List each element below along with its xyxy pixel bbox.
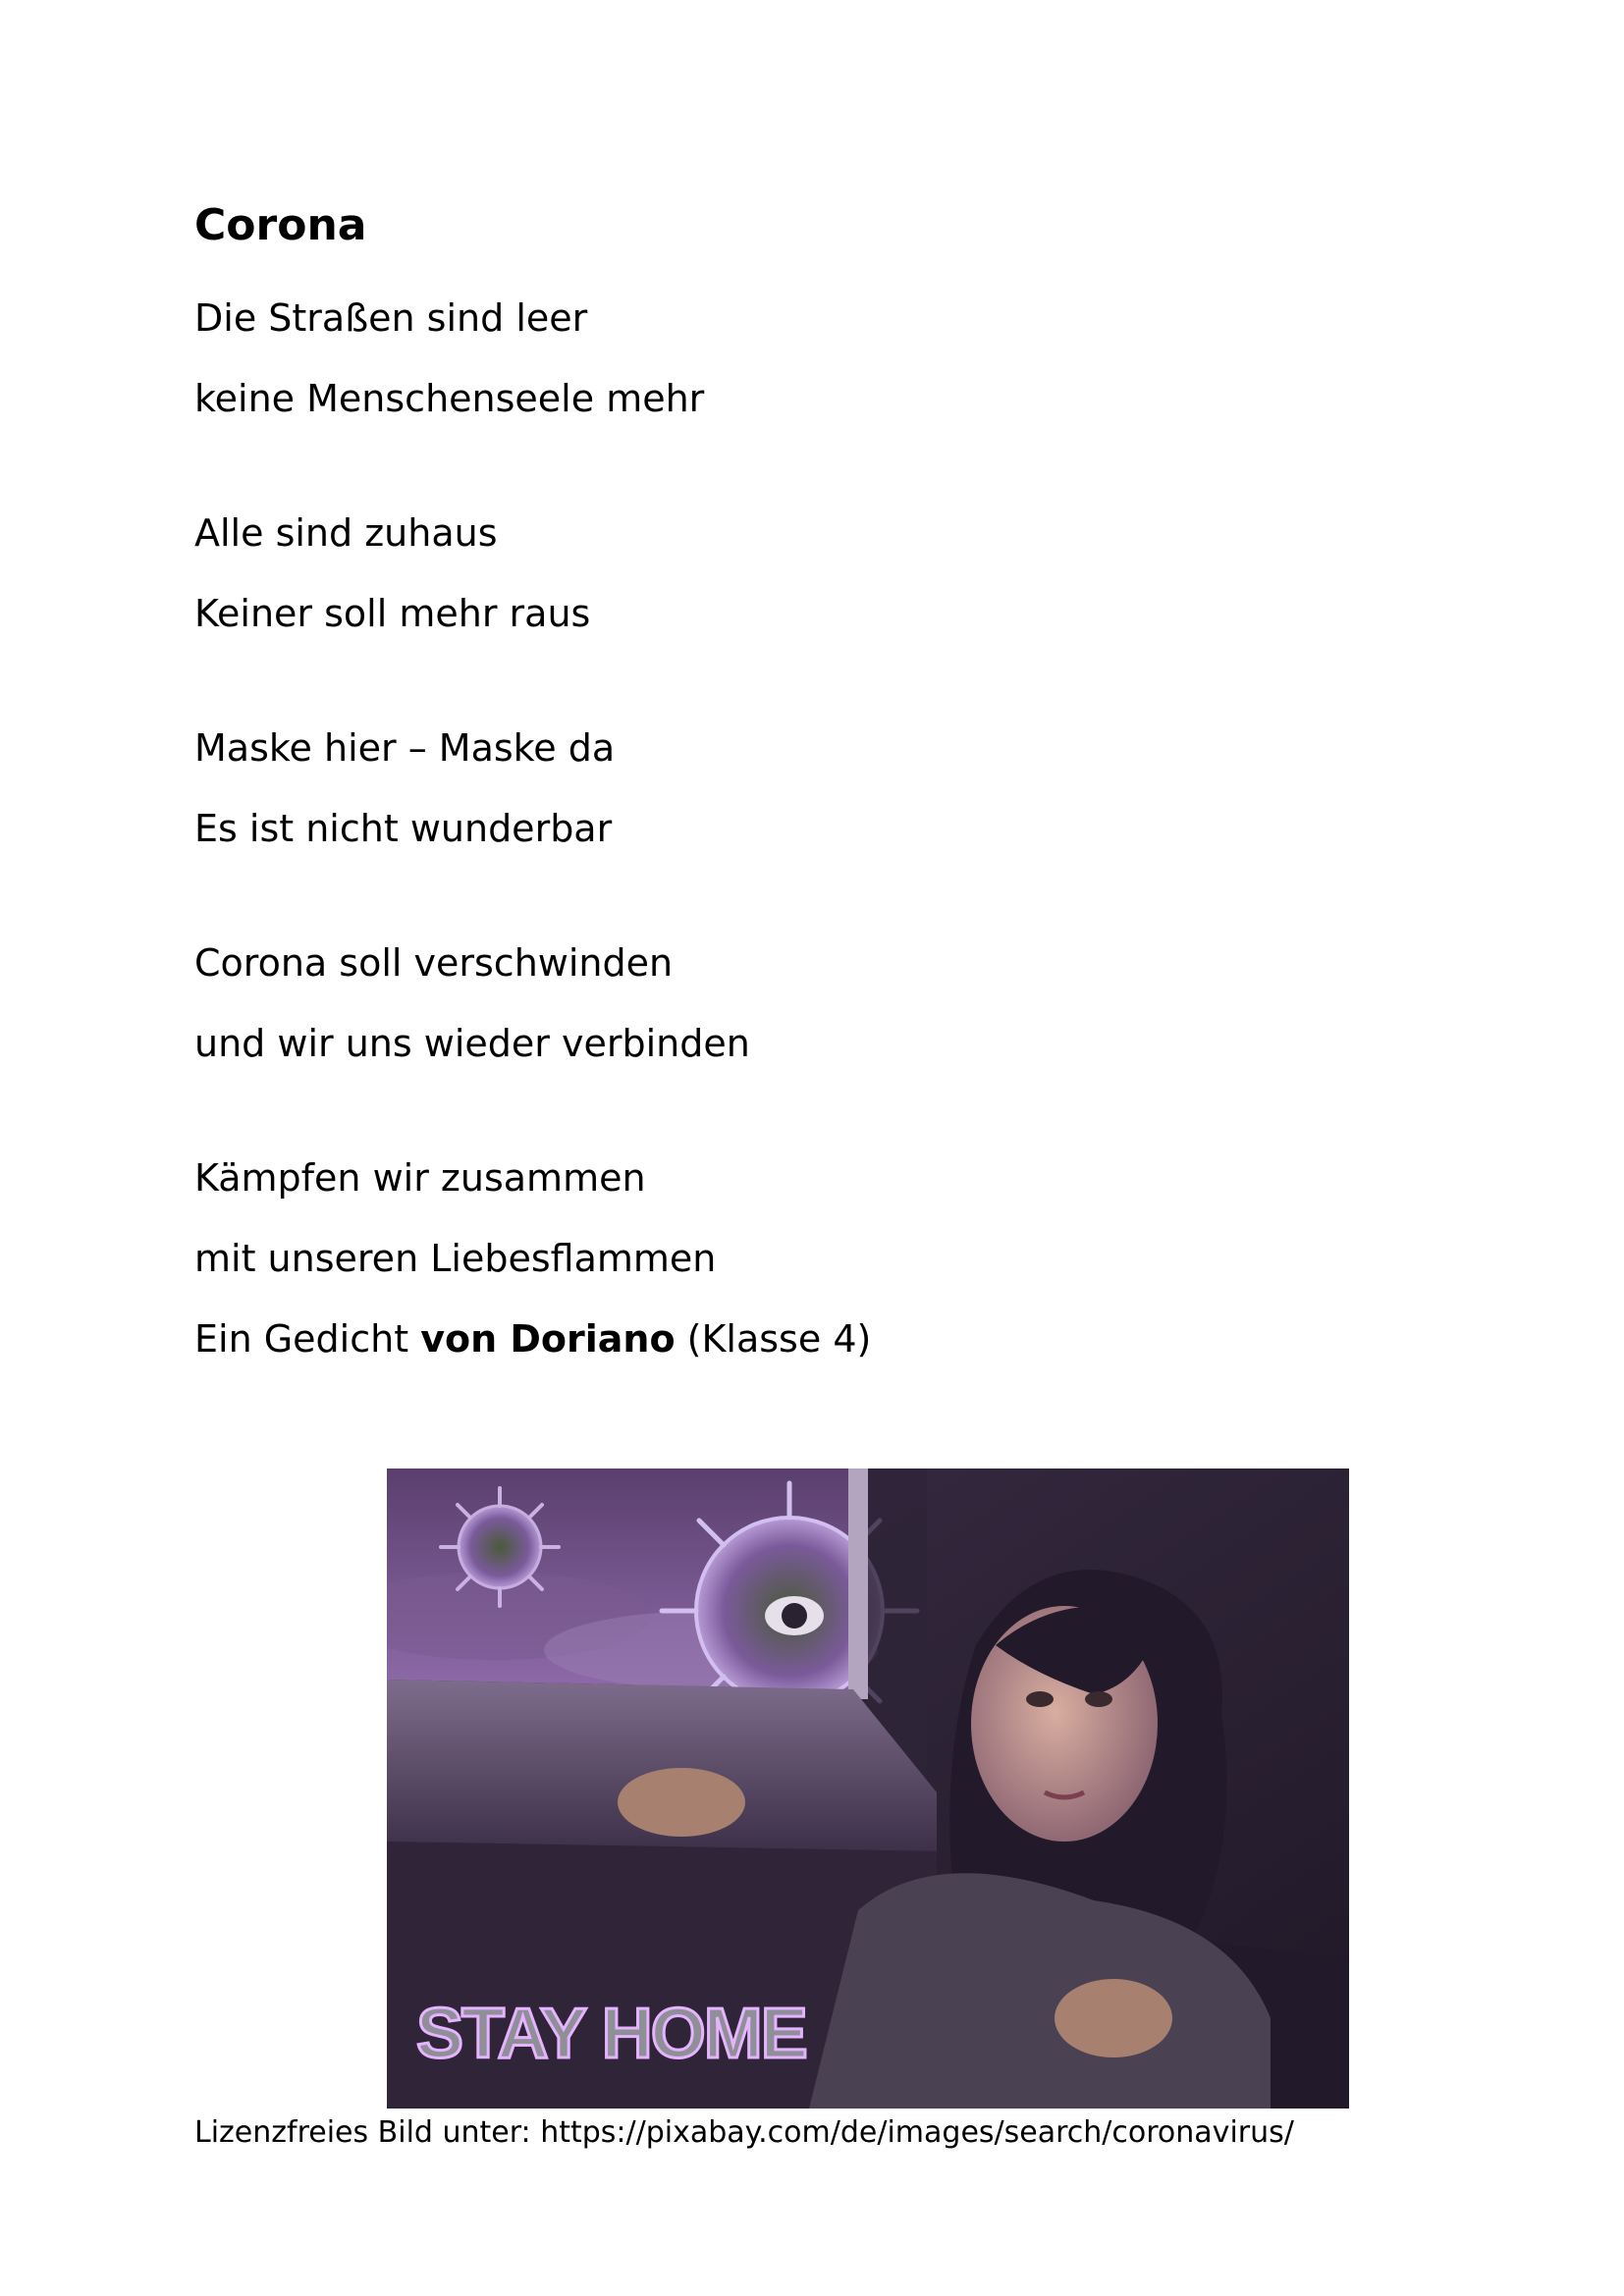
image-caption: Lizenzfreies Bild unter: https://pixabay.com/de/images/search/coronavirus/ — [194, 2115, 1294, 2150]
stay-home-text: STAY HOME — [416, 1995, 806, 2073]
poem-line: Keiner soll mehr raus — [194, 592, 591, 635]
poem-line: keine Menschenseele mehr — [194, 377, 705, 420]
poem-line: Alle sind zuhaus — [194, 511, 498, 555]
byline-prefix: Ein Gedicht — [194, 1317, 421, 1361]
poem-title: Corona — [194, 200, 367, 250]
byline-author: von Doriano — [420, 1317, 676, 1361]
virus-icon — [441, 1488, 559, 1606]
byline-suffix: (Klasse 4) — [675, 1317, 872, 1361]
poem-line: Die Straßen sind leer — [194, 296, 588, 340]
poem-byline — [194, 1317, 872, 1361]
poem-line: Corona soll verschwinden — [194, 941, 674, 985]
poem-line: Kämpfen wir zusammen — [194, 1156, 646, 1200]
poem-line: mit unseren Liebesflammen — [194, 1237, 717, 1280]
stay-home-photo — [387, 1468, 1349, 2109]
poem-line: Maske hier – Maske da — [194, 726, 616, 770]
poem-line: und wir uns wieder verbinden — [194, 1022, 750, 1065]
poem-line: Es ist nicht wunderbar — [194, 807, 613, 850]
